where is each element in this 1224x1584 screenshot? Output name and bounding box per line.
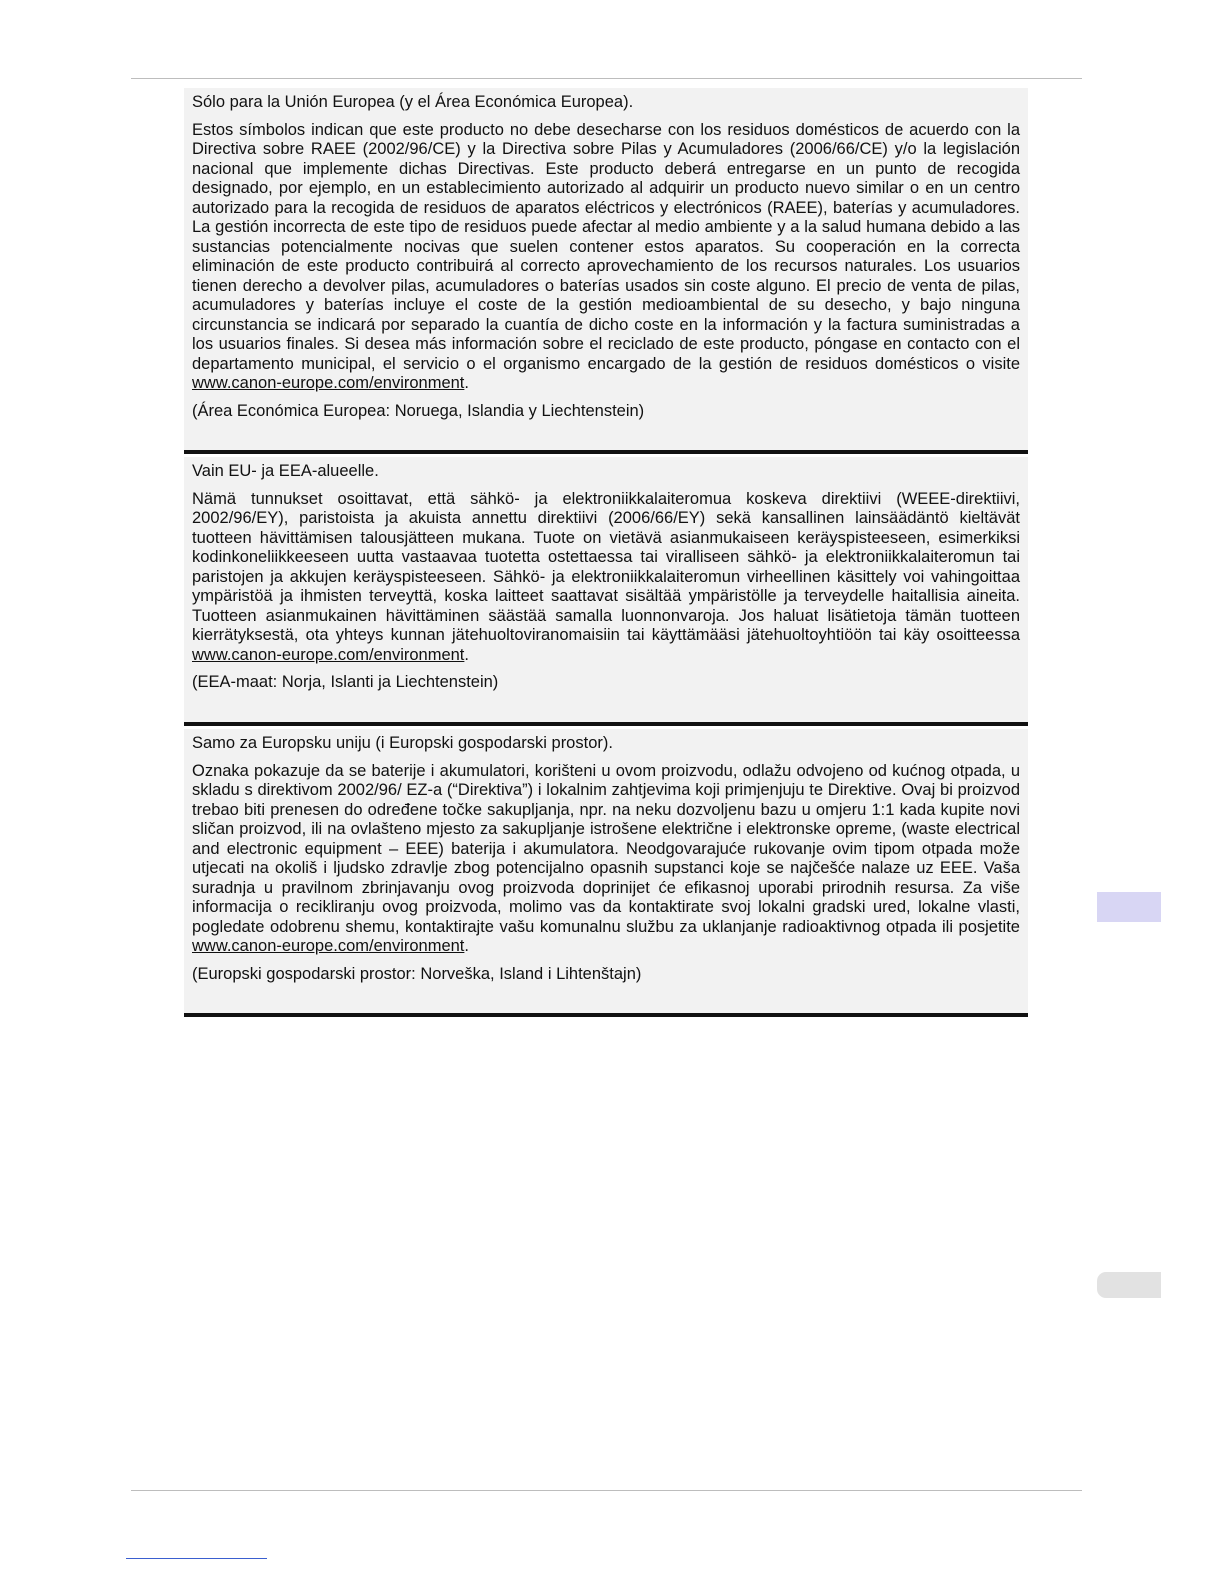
header-rule <box>131 78 1082 79</box>
notice-body-end: . <box>464 645 469 664</box>
notice-spanish <box>184 88 1028 454</box>
notice-area-note: (EEA-maat: Norja, Islanti ja Liechtenstein) <box>192 673 499 691</box>
environment-link[interactable]: www.canon-europe.com/environment <box>192 374 465 392</box>
notice-body-end: . <box>464 937 469 955</box>
environment-link[interactable]: www.canon-europe.com/environment <box>192 645 465 664</box>
notice-croatian <box>184 729 1028 1017</box>
notice-area-note: (Europski gospodarski prostor: Norveška, Island i Lihtenštajn) <box>192 964 642 983</box>
notice-area-note: (Área Económica Europea: Noruega, Islandia y Liechtenstein) <box>192 401 645 420</box>
notice-body-text: Oznaka pokazuje da se baterije i akumulatori, korišteni u ovom proizvodu, odlažu odvojeno od kućnog otpada, u skladu s direktivom 2002/96/ EZ-a (“Direktiva”) i lokalnim zahtjevima koji primjenjuju te Direktive. Ovaj bi proizvod trebao biti prenesen do određene točke sakupljanja, npr. na neku dozvoljenu bazu u omjeru 1:1 kada kupite novi sličan proizvod, ili na ovlašteno mjesto za sakupljanje istrošene električne i elektronske opreme, (waste electrical and electronic equipment – EEE) baterija i akumulatora. Neodgovarajuće rukovanje ovim tipom otpada može utjecati na okoliš i ljudsko zdravlje zbog potencijalno opasnih supstanci koje se najčešće nalaze uz EEE. Vaša suradnja u pravilnom zbrinjavanju ovog proizvoda doprinijet će efikasnoj uporabi prirodnih resursa. Za više informacija o recikliranju ovog proizvoda, molimo vas da kontaktirate svoj lokalni gradski ured, lokalne vlasti, pogledate odobrenu shemu, kontaktirajte vašu komunalnu službu za uklanjanje radioaktivnog otpada ili posjetite <box>192 761 1020 936</box>
chapter-tab-index[interactable] <box>1097 1272 1161 1298</box>
notice-body <box>192 762 1020 957</box>
notice-body-text: Estos símbolos indican que este producto no debe desecharse con los residuos domésticos de acuerdo con la Directiva sobre RAEE (2002/96/CE) y la Directiva sobre Pilas y Acumuladores (2006/66/CE) y/o la legislación nacional que implemente dichas Directivas. Este producto deberá entregarse en un punto de recogida designado, por ejemplo, en un establecimiento autorizado al adquirir un producto nuevo similar o en un centro autorizado para la recogida de residuos de aparatos eléctricos y electrónicos (RAEE), baterías y acumuladores. La gestión incorrecta de este tipo de residuos puede afectar al medio ambiente y a la salud humana debido a las sustancias potencialmente nocivas que suelen contener estos aparatos. Su cooperación en la correcta eliminación de este producto contribuirá al correcto aprovechamiento de los recursos naturales. Los usuarios tienen derecho a devolver pilas, acumuladores o baterías usados sin coste alguno. El precio de venta de pilas, acumuladores y baterías incluye el coste de la gestión medioambiental de su desecho, y bajo ninguna circunstancia se indicará por separado la cuantía de dicho coste en la información y la factura suministradas a los usuarios finales. Si desea más información sobre el reciclado de este producto, póngase en contacto con el departamento municipal, el servicio o el organismo encargado de la gestión de residuos domésticos o visite <box>192 120 1020 373</box>
footer-rule <box>131 1490 1082 1491</box>
notice-body <box>192 121 1020 394</box>
notice-body-end: . <box>464 374 469 392</box>
notice-body-text: Nämä tunnukset osoittavat, että sähkö- ja elektroniikkalaiteromua koskeva direktiivi (WEEE-direktiivi, 2002/96/EY), paristoista ja akuista annettu direktiivi (2006/66/EY) sekä kansallinen lainsäädäntö kieltävät tuotteen hävittämisen talousjätteen mukana. Tuote on vietävä asianmukaiseen keräyspisteeseen, esimerkiksi kodinkoneliikkeeseen uutta vastaavaa tuotetta ostettaessa tai viralliseen sähkö- ja elektroniikkalaiteromun tai paristojen ja akkujen keräyspisteeseen. Sähkö- ja elektroniikkalaiteromun virheellinen käsittely voi vahingoittaa ympäristöä ja ihmisten terveyttä, koska laitteet saattavat sisältää ympäristölle ja terveydelle haitallisia aineita. Tuotteen asianmukainen hävittäminen säästää samalla luonnonvaroja. Jos haluat lisätietoja tämän tuotteen kierrätyksestä, ota yhteys kunnan jätehuoltoviranomaisiin tai käyttämääsi jätehuoltoyhtiöön tai käy osoitteessa <box>192 489 1020 644</box>
footer-link-underline[interactable] <box>126 1558 267 1559</box>
notice-body <box>192 490 1020 666</box>
notice-title: Samo za Europsku uniju (i Europski gospodarski prostor). <box>192 734 613 752</box>
notice-finnish <box>184 457 1028 726</box>
environment-link[interactable]: www.canon-europe.com/environment <box>192 937 465 955</box>
notice-title: Sólo para la Unión Europea (y el Área Económica Europea). <box>192 93 634 111</box>
notice-title: Vain EU- ja EEA-alueelle. <box>192 462 379 480</box>
chapter-tab-active[interactable] <box>1097 892 1161 922</box>
